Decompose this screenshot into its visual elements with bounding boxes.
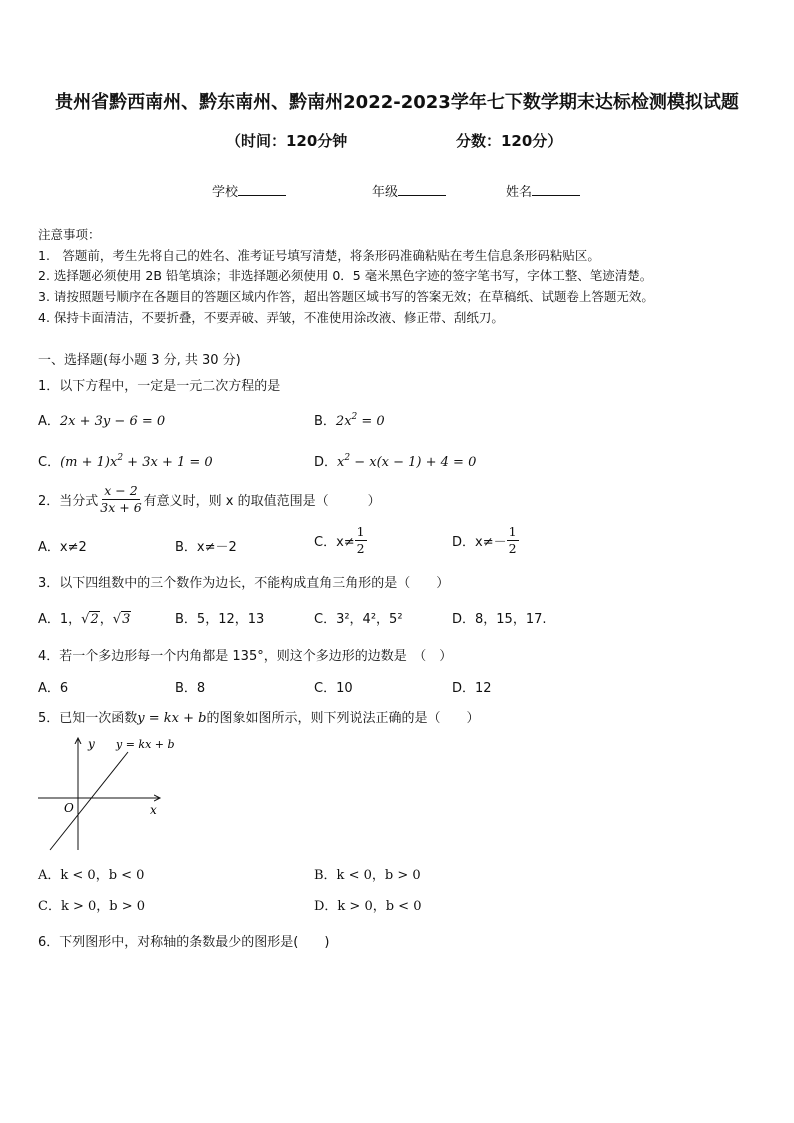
- q5-option-c: C．k > 0，b > 0: [38, 899, 146, 914]
- q1-b-expression: [336, 414, 385, 429]
- question-1-stem: 1．以下方程中，一定是一元二次方程的是: [38, 379, 281, 394]
- option-label: D．: [314, 455, 338, 470]
- q5-option-a: A．k < 0，b < 0: [38, 868, 145, 883]
- q1-b-rest: = 0: [357, 414, 385, 429]
- q2-stem-pre: 2．当分式: [38, 494, 99, 509]
- grade-blank: [398, 182, 446, 196]
- q5-stem-post: 的图象如图所示，则下列说法正确的是（ ）: [206, 711, 480, 726]
- q3-option-d: D．8，15，17.: [452, 612, 547, 627]
- question-2-stem: [38, 483, 381, 516]
- q2-option-c: [314, 524, 367, 557]
- q3-a-sqrt-2: √ 2: [81, 612, 99, 627]
- q1-a-expression: 2x + 3y − 6 = 0: [59, 414, 166, 429]
- q5-option-d: D．k > 0，b < 0: [314, 899, 422, 914]
- q1-c-expression: [60, 455, 213, 470]
- exam-title: 贵州省黔西南州、黔东南州、黔南州2022-2023学年七下数学期末达标检测模拟试题: [55, 92, 739, 113]
- notes-heading: 注意事项：: [38, 227, 101, 242]
- note-item: 4. 保持卡面清洁，不要折叠，不要弄破、弄皱，不准使用涂改液、修正带、刮纸刀。: [38, 310, 504, 325]
- name-blank: [532, 182, 580, 196]
- q3-a-prefix: A．1，: [38, 612, 82, 627]
- q5-function: y = kx + b: [137, 711, 207, 726]
- q4-option-b: B．8: [175, 681, 206, 696]
- note-item: 2. 选择题必须使用 2B 铅笔填涂；非选择题必须使用 0．5 毫米黑色字迹的签字笔书写，字体工整、笔迹清楚。: [38, 268, 653, 283]
- radicand: 3: [122, 612, 131, 627]
- q2-c-prefix: C．x≠: [314, 535, 355, 550]
- q4-option-d: D．12: [452, 681, 492, 696]
- q1-option-d: [314, 451, 476, 470]
- school-field: [212, 181, 286, 200]
- x-axis-label: x: [150, 803, 157, 817]
- question-4-stem: 4．若一个多边形每一个内角都是 135°，则这个多边形的边数是 （ ）: [38, 649, 453, 664]
- origin-label: O: [64, 801, 74, 815]
- q3-option-c: C．3²，4²，5²: [314, 612, 403, 627]
- q1-option-b: [314, 410, 385, 429]
- q2-option-a: A．x≠2: [38, 540, 87, 555]
- q2-c-numerator: 1: [356, 524, 365, 539]
- q1-d-base: x: [337, 455, 345, 470]
- q4-option-a: A．6: [38, 681, 69, 696]
- q1-c-base: (m + 1)x: [60, 455, 118, 470]
- exam-score: 分数：120分）: [456, 132, 563, 150]
- q2-d-numerator: 1: [508, 524, 517, 539]
- grade-label: 年级: [372, 185, 399, 200]
- note-item: 3. 请按照题号顺序在各题目的答题区域内作答，超出答题区域书写的答案无效；在草稿纸、试题卷上答题无效。: [38, 289, 654, 304]
- radicand: 2: [90, 612, 99, 627]
- q5-function-graph: [30, 730, 190, 854]
- section-heading: 一、选择题(每小题 3 分, 共 30 分): [38, 353, 241, 368]
- q2-numerator: x − 2: [104, 483, 138, 498]
- grade-field: [372, 181, 446, 200]
- q2-denominator: 3x + 6: [100, 500, 142, 515]
- q1-d-rest: − x(x − 1) + 4 = 0: [350, 455, 477, 470]
- option-label: B．: [314, 414, 336, 429]
- q2-option-b: B．x≠－2: [175, 540, 237, 555]
- q1-b-base: 2x: [335, 414, 352, 429]
- function-line: [50, 752, 128, 850]
- q1-b-exponent: 2: [351, 412, 358, 422]
- q1-d-expression: [337, 455, 476, 470]
- exam-time: （时间：120分钟: [226, 132, 348, 150]
- question-6-stem: 6．下列图形中，对称轴的条数最少的图形是( ): [38, 935, 330, 950]
- q3-option-b: B．5，12，13: [175, 612, 265, 627]
- line-label: y = kx + b: [116, 738, 175, 751]
- q2-d-denominator: 2: [508, 541, 517, 556]
- q2-fraction: [98, 483, 143, 516]
- q3-a-sqrt-3: √ 3: [112, 612, 131, 627]
- q1-option-c: [38, 451, 213, 470]
- q2-stem-post: 有意义时，则 x 的取值范围是（ ）: [143, 494, 381, 509]
- school-label: 学校: [212, 185, 239, 200]
- note-item: 1. 答题前，考生先将自己的姓名、准考证号填写清楚，将条形码准确粘贴在考生信息条形码粘贴区。: [38, 248, 600, 263]
- q1-c-exponent: 2: [117, 453, 124, 463]
- q2-d-prefix: D．x≠－: [452, 535, 507, 550]
- q2-option-d: [452, 524, 519, 557]
- question-5-stem: [38, 707, 480, 726]
- q5-option-b: B．k < 0，b > 0: [314, 868, 421, 883]
- q2-d-fraction: [507, 524, 519, 557]
- q2-c-denominator: 2: [356, 541, 365, 556]
- q3-a-separator: ，: [99, 612, 113, 627]
- y-axis-label: y: [88, 737, 95, 751]
- q1-c-rest: + 3x + 1 = 0: [123, 455, 213, 470]
- q5-stem-pre: 5．已知一次函数: [38, 711, 138, 726]
- q1-option-a: [38, 410, 165, 429]
- question-3-stem: 3．以下四组数中的三个数作为边长，不能构成直角三角形的是（ ）: [38, 576, 450, 591]
- name-label: 姓名: [506, 185, 533, 200]
- q2-c-fraction: [355, 524, 367, 557]
- q3-option-a: [38, 608, 131, 627]
- q4-option-c: C．10: [314, 681, 353, 696]
- option-label: C．: [38, 455, 61, 470]
- q1-d-exponent: 2: [344, 453, 351, 463]
- school-blank: [238, 182, 286, 196]
- name-field: [506, 181, 580, 200]
- option-label: A．: [38, 414, 60, 429]
